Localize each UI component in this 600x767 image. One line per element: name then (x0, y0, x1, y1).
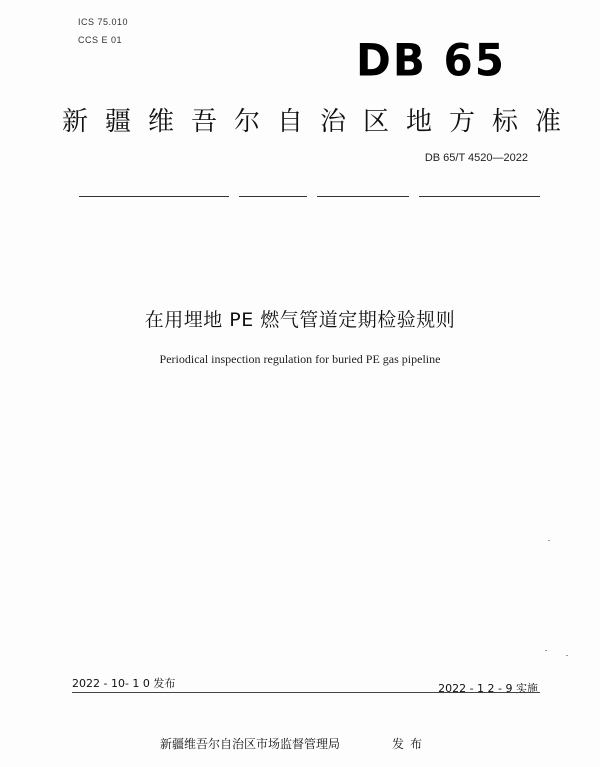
document-title-cn: 在用埋地 PE 燃气管道定期检验规则 (144, 309, 456, 331)
scan-speck (566, 655, 568, 656)
implement-date: 2022 - 1 2 - 9 实施 (438, 682, 538, 695)
footer-divider (72, 692, 540, 693)
divider-gap (229, 195, 239, 199)
issuing-authority: 新疆维吾尔自治区市场监督管理局 (160, 737, 341, 751)
divider-gap (409, 195, 419, 199)
ics-code: ICS 75.010 (78, 17, 129, 27)
scan-speck (545, 650, 547, 651)
db-standard-mark: DB 65 (356, 34, 506, 87)
standard-category-title: 新疆维吾尔自治区地方标准 (62, 107, 579, 137)
divider-gap (307, 195, 317, 199)
ccs-code: CCS E 01 (78, 35, 123, 45)
standard-number: DB 65/T 4520—2022 (424, 152, 528, 164)
document-title-en: Periodical inspection regulation for buried PE gas pipeline (159, 352, 441, 366)
header-divider (79, 196, 540, 197)
scan-speck (548, 540, 550, 541)
issue-label: 发布 (392, 737, 429, 751)
publish-date: 2022 - 10- 1 0 发布 (72, 677, 176, 690)
